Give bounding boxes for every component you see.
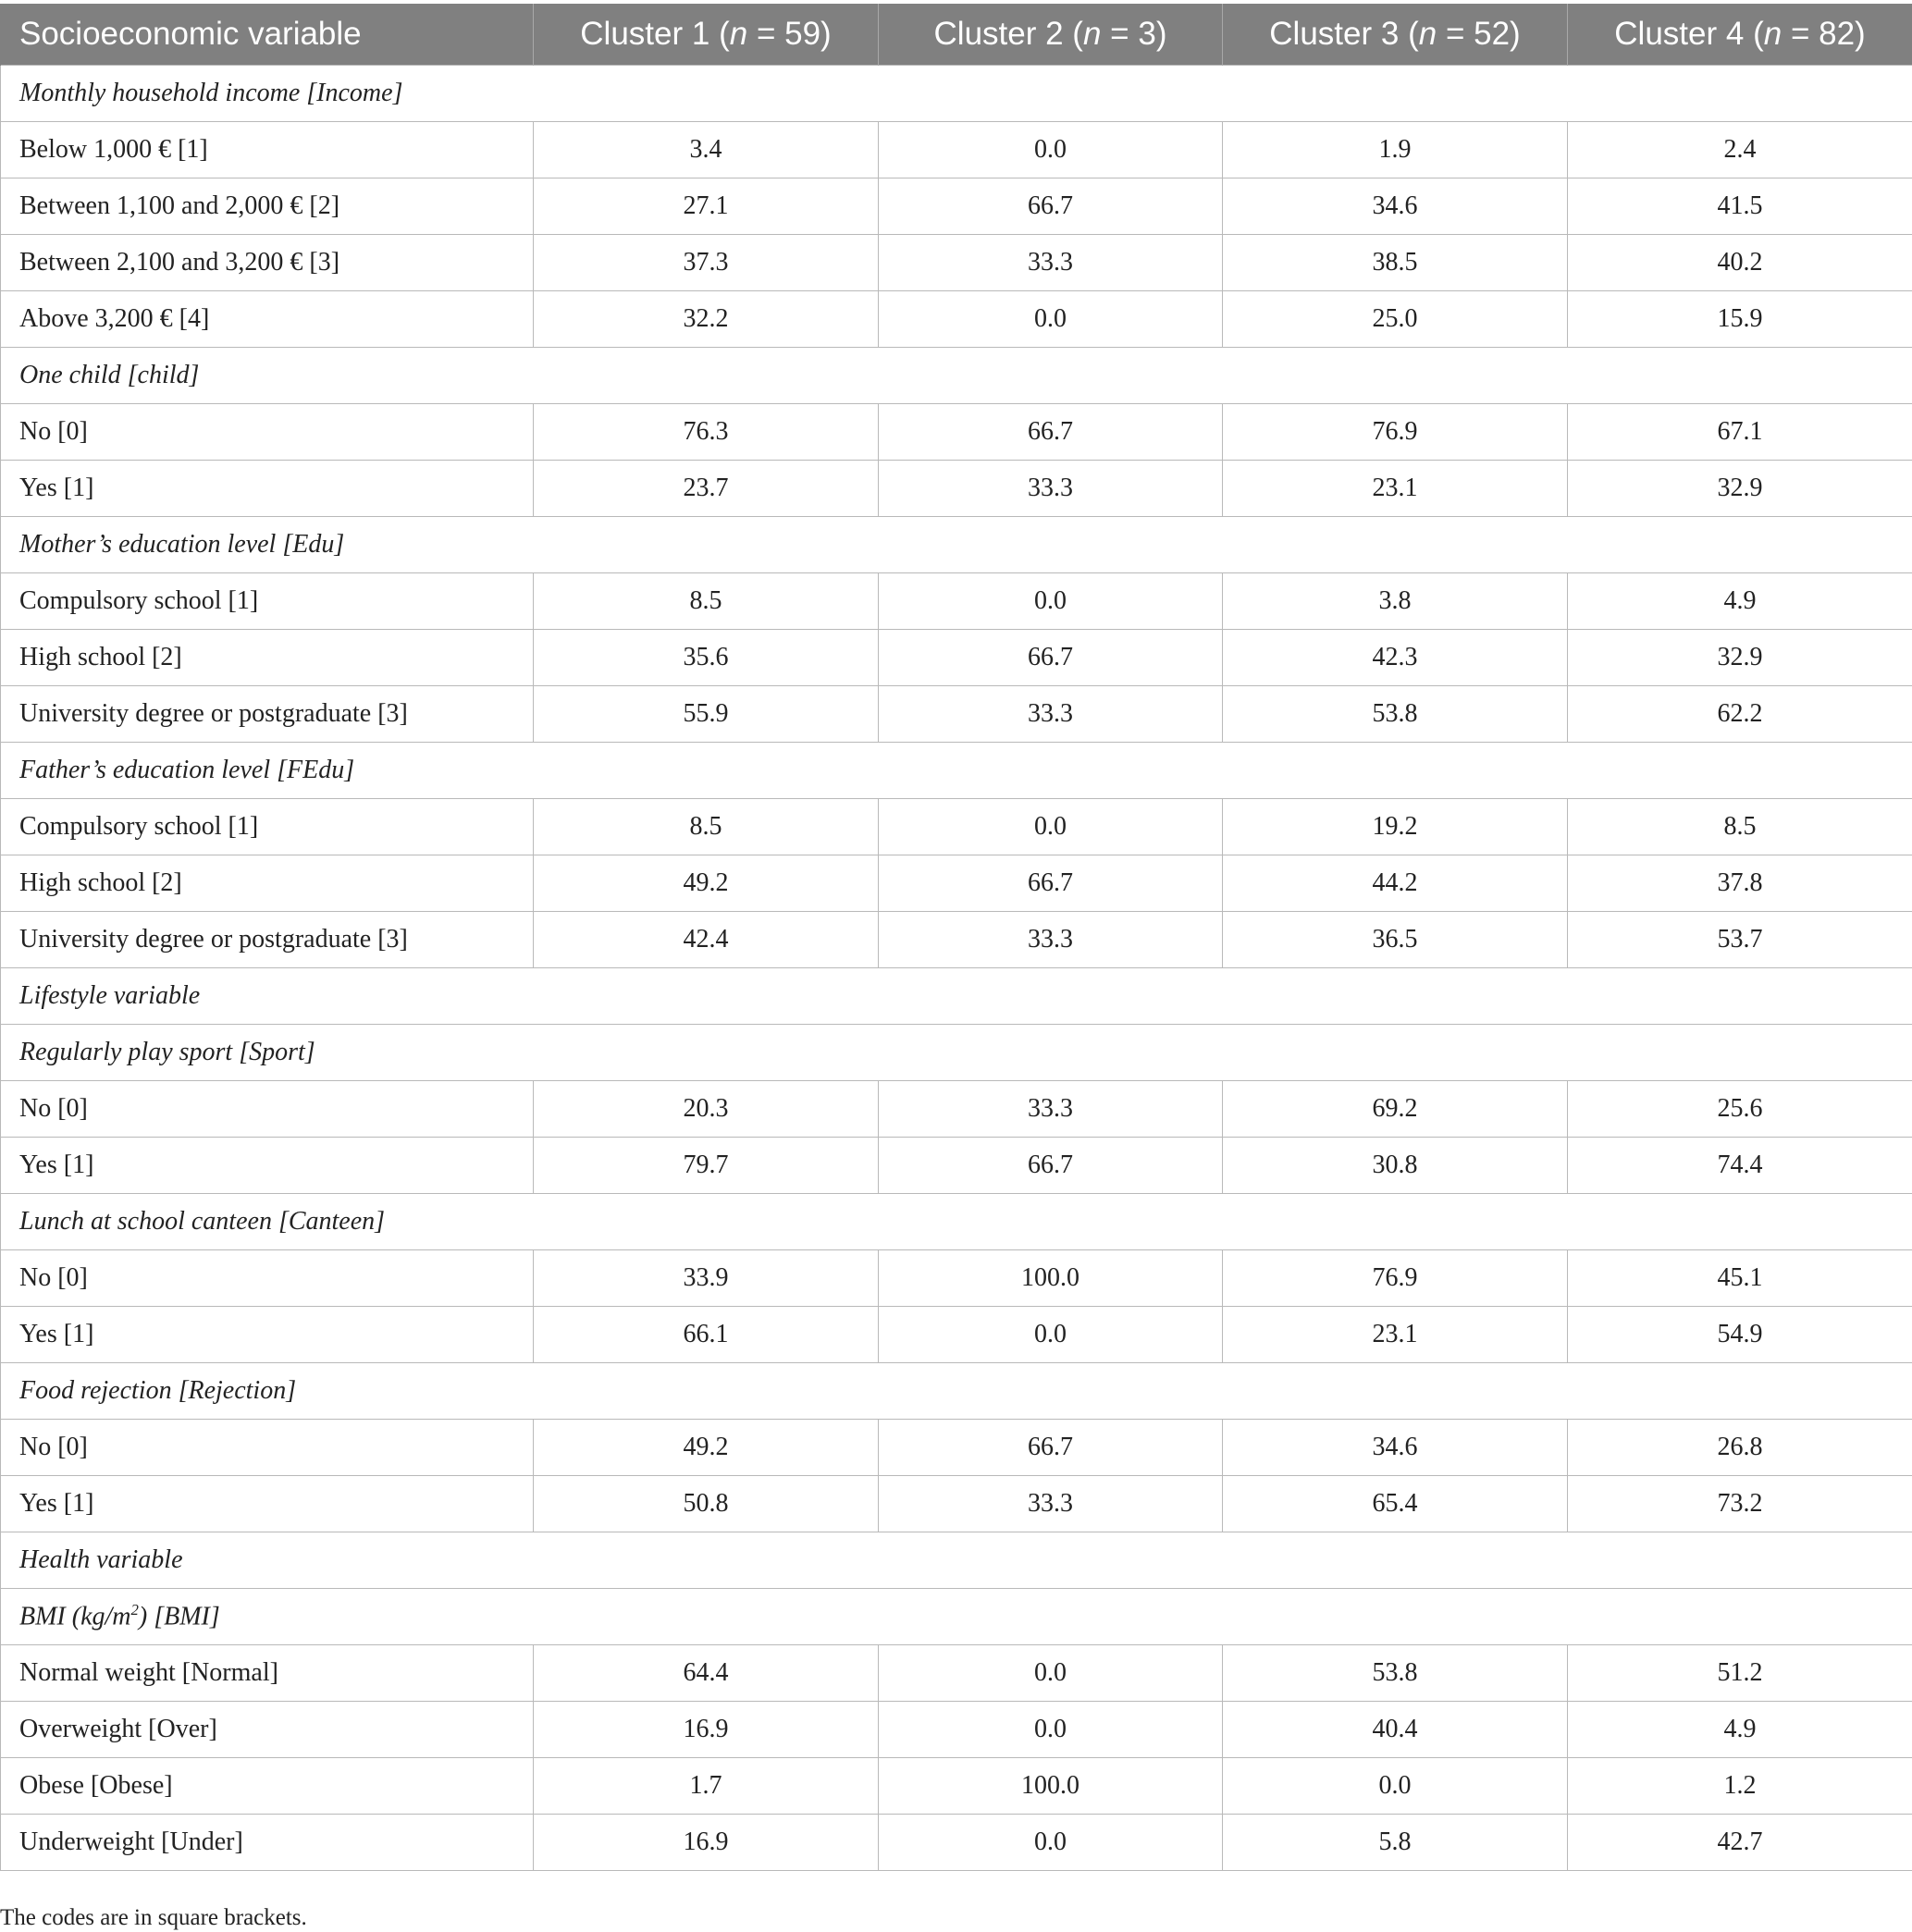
header-cluster-2: Cluster 2 (n = 3): [879, 4, 1223, 66]
section-row: [1, 968, 1912, 1025]
cell-cluster-1: 16.9: [534, 1702, 879, 1758]
cluster-table-container: [0, 4, 1912, 1871]
cell-cluster-2: 0.0: [879, 1307, 1223, 1363]
n-value: = 3: [1110, 16, 1156, 52]
cell-cluster-2: 33.3: [879, 912, 1223, 968]
section-label: [1, 968, 1912, 1025]
section-row: [1, 1532, 1912, 1589]
table-row: [1, 1420, 1912, 1476]
cell-cluster-4: 4.9: [1568, 573, 1912, 630]
cell-cluster-3: 25.0: [1223, 291, 1568, 348]
cell-cluster-3: 34.6: [1223, 178, 1568, 235]
n-label: n: [1082, 16, 1102, 52]
cell-cluster-3: 76.9: [1223, 1250, 1568, 1307]
row-label: High school [2]: [1, 630, 534, 686]
row-label: No [0]: [1, 1420, 534, 1476]
row-label: University degree or postgraduate [3]: [1, 912, 534, 968]
section-row: [1, 1194, 1912, 1250]
row-label: Normal weight [Normal]: [1, 1645, 534, 1702]
row-label: Between 1,100 and 2,000 € [2]: [1, 178, 534, 235]
section-label-text: Monthly household income [Income]: [19, 79, 403, 107]
cell-cluster-2: 0.0: [879, 799, 1223, 855]
n-value: = 59: [756, 16, 821, 52]
cell-cluster-4: 62.2: [1568, 686, 1912, 743]
section-label-text: Health variable: [19, 1545, 183, 1574]
section-label: [1, 348, 1912, 404]
table-row: [1, 1815, 1912, 1871]
cell-cluster-2: 0.0: [879, 1815, 1223, 1871]
table-row: [1, 1702, 1912, 1758]
section-label: [1, 1532, 1912, 1589]
header-row: [1, 4, 1912, 66]
header-cluster-3: Cluster 3 (n = 52): [1223, 4, 1568, 66]
section-row: [1, 743, 1912, 799]
cell-cluster-4: 54.9: [1568, 1307, 1912, 1363]
cell-cluster-2: 33.3: [879, 461, 1223, 517]
cell-cluster-1: 8.5: [534, 573, 879, 630]
row-label: Underweight [Under]: [1, 1815, 534, 1871]
section-label: [1, 1025, 1912, 1081]
cell-cluster-3: 76.9: [1223, 404, 1568, 461]
n-label: n: [1418, 16, 1437, 52]
cell-cluster-1: 33.9: [534, 1250, 879, 1307]
section-label-text: One child [child]: [19, 361, 200, 389]
cell-cluster-2: 66.7: [879, 1420, 1223, 1476]
cell-cluster-1: 49.2: [534, 855, 879, 912]
table-body: [1, 66, 1912, 1871]
table-row: [1, 630, 1912, 686]
cell-cluster-2: 0.0: [879, 1702, 1223, 1758]
cell-cluster-3: 23.1: [1223, 1307, 1568, 1363]
cell-cluster-3: 53.8: [1223, 1645, 1568, 1702]
row-label: Compulsory school [1]: [1, 573, 534, 630]
cell-cluster-2: 66.7: [879, 404, 1223, 461]
cell-cluster-4: 51.2: [1568, 1645, 1912, 1702]
cell-cluster-1: 23.7: [534, 461, 879, 517]
row-label: Yes [1]: [1, 1307, 534, 1363]
cell-cluster-1: 8.5: [534, 799, 879, 855]
section-row: [1, 348, 1912, 404]
row-label: Obese [Obese]: [1, 1758, 534, 1815]
cluster-label: Cluster 2: [933, 16, 1064, 52]
table-row: [1, 573, 1912, 630]
cell-cluster-4: 32.9: [1568, 630, 1912, 686]
cell-cluster-3: 40.4: [1223, 1702, 1568, 1758]
cell-cluster-2: 100.0: [879, 1250, 1223, 1307]
row-label: Above 3,200 € [4]: [1, 291, 534, 348]
table-footnote: The codes are in square brackets.: [0, 1905, 307, 1930]
row-label: Yes [1]: [1, 1138, 534, 1194]
table-row: [1, 122, 1912, 178]
cell-cluster-2: 66.7: [879, 855, 1223, 912]
cell-cluster-2: 100.0: [879, 1758, 1223, 1815]
cell-cluster-4: 67.1: [1568, 404, 1912, 461]
cell-cluster-4: 8.5: [1568, 799, 1912, 855]
section-label: [1, 517, 1912, 573]
row-label: No [0]: [1, 404, 534, 461]
cell-cluster-1: 42.4: [534, 912, 879, 968]
cell-cluster-1: 76.3: [534, 404, 879, 461]
cell-cluster-3: 42.3: [1223, 630, 1568, 686]
header-cluster-4: Cluster 4 (n = 82): [1568, 4, 1912, 66]
row-label: High school [2]: [1, 855, 534, 912]
row-label: Yes [1]: [1, 1476, 534, 1532]
cell-cluster-1: 35.6: [534, 630, 879, 686]
cell-cluster-4: 42.7: [1568, 1815, 1912, 1871]
cell-cluster-4: 25.6: [1568, 1081, 1912, 1138]
cell-cluster-3: 3.8: [1223, 573, 1568, 630]
row-label: No [0]: [1, 1081, 534, 1138]
cell-cluster-2: 33.3: [879, 1081, 1223, 1138]
cell-cluster-2: 33.3: [879, 686, 1223, 743]
cell-cluster-1: 27.1: [534, 178, 879, 235]
cell-cluster-3: 5.8: [1223, 1815, 1568, 1871]
cell-cluster-3: 34.6: [1223, 1420, 1568, 1476]
cell-cluster-1: 79.7: [534, 1138, 879, 1194]
cell-cluster-2: 0.0: [879, 573, 1223, 630]
section-label-text: Mother’s education level [Edu]: [19, 530, 345, 559]
cell-cluster-3: 19.2: [1223, 799, 1568, 855]
cell-cluster-4: 1.2: [1568, 1758, 1912, 1815]
table-row: [1, 1307, 1912, 1363]
n-label: n: [729, 16, 748, 52]
cell-cluster-4: 40.2: [1568, 235, 1912, 291]
cell-cluster-3: 23.1: [1223, 461, 1568, 517]
cell-cluster-1: 50.8: [534, 1476, 879, 1532]
section-label-text: Lifestyle variable: [19, 981, 201, 1010]
cell-cluster-1: 16.9: [534, 1815, 879, 1871]
row-label: Yes [1]: [1, 461, 534, 517]
cell-cluster-4: 4.9: [1568, 1702, 1912, 1758]
cell-cluster-2: 0.0: [879, 122, 1223, 178]
cell-cluster-4: 37.8: [1568, 855, 1912, 912]
table-row: [1, 1758, 1912, 1815]
table-row: [1, 686, 1912, 743]
table-row: [1, 461, 1912, 517]
cell-cluster-4: 73.2: [1568, 1476, 1912, 1532]
cell-cluster-4: 32.9: [1568, 461, 1912, 517]
cell-cluster-4: 2.4: [1568, 122, 1912, 178]
cell-cluster-3: 65.4: [1223, 1476, 1568, 1532]
section-row: [1, 66, 1912, 122]
header-variable: Socioeconomic variable: [1, 4, 534, 66]
section-row: [1, 1589, 1912, 1645]
row-label: Between 2,100 and 3,200 € [3]: [1, 235, 534, 291]
cell-cluster-1: 49.2: [534, 1420, 879, 1476]
cluster-label: Cluster 4: [1614, 16, 1745, 52]
section-row: [1, 1025, 1912, 1081]
table-row: [1, 855, 1912, 912]
cluster-table: [0, 4, 1912, 1871]
section-label: [1, 743, 1912, 799]
cell-cluster-1: 32.2: [534, 291, 879, 348]
cell-cluster-3: 44.2: [1223, 855, 1568, 912]
n-label: n: [1763, 16, 1782, 52]
table-row: [1, 1645, 1912, 1702]
table-row: [1, 799, 1912, 855]
superscript: 2: [130, 1601, 139, 1619]
cell-cluster-4: 74.4: [1568, 1138, 1912, 1194]
section-label: [1, 1194, 1912, 1250]
row-label: Compulsory school [1]: [1, 799, 534, 855]
cell-cluster-3: 0.0: [1223, 1758, 1568, 1815]
section-label: [1, 1363, 1912, 1420]
table-row: [1, 1138, 1912, 1194]
section-row: [1, 517, 1912, 573]
cell-cluster-3: 36.5: [1223, 912, 1568, 968]
section-label-text: ) [BMI]: [138, 1602, 220, 1631]
table-row: [1, 291, 1912, 348]
cell-cluster-2: 0.0: [879, 291, 1223, 348]
cell-cluster-2: 66.7: [879, 1138, 1223, 1194]
cell-cluster-1: 1.7: [534, 1758, 879, 1815]
cell-cluster-3: 30.8: [1223, 1138, 1568, 1194]
row-label: Below 1,000 € [1]: [1, 122, 534, 178]
row-label: No [0]: [1, 1250, 534, 1307]
section-label-text: Lunch at school canteen [Canteen]: [19, 1207, 386, 1236]
cell-cluster-4: 41.5: [1568, 178, 1912, 235]
section-label-text: Regularly play sport [Sport]: [19, 1038, 315, 1066]
cell-cluster-4: 26.8: [1568, 1420, 1912, 1476]
section-label-text: Father’s education level [FEdu]: [19, 756, 355, 784]
table-header: [1, 4, 1912, 66]
cell-cluster-4: 45.1: [1568, 1250, 1912, 1307]
cell-cluster-1: 64.4: [534, 1645, 879, 1702]
cell-cluster-4: 15.9: [1568, 291, 1912, 348]
cell-cluster-2: 33.3: [879, 1476, 1223, 1532]
table-row: [1, 1081, 1912, 1138]
cell-cluster-3: 38.5: [1223, 235, 1568, 291]
cell-cluster-2: 33.3: [879, 235, 1223, 291]
cell-cluster-2: 0.0: [879, 1645, 1223, 1702]
table-row: [1, 1250, 1912, 1307]
cluster-label: Cluster 1: [580, 16, 710, 52]
section-row: [1, 1363, 1912, 1420]
table-row: [1, 912, 1912, 968]
table-row: [1, 404, 1912, 461]
cell-cluster-3: 53.8: [1223, 686, 1568, 743]
cell-cluster-1: 37.3: [534, 235, 879, 291]
cell-cluster-3: 1.9: [1223, 122, 1568, 178]
cell-cluster-3: 69.2: [1223, 1081, 1568, 1138]
cell-cluster-1: 55.9: [534, 686, 879, 743]
n-value: = 82: [1790, 16, 1856, 52]
cluster-label: Cluster 3: [1269, 16, 1400, 52]
cell-cluster-2: 66.7: [879, 178, 1223, 235]
section-label-text: BMI (kg/m: [19, 1602, 131, 1631]
cell-cluster-1: 20.3: [534, 1081, 879, 1138]
table-row: [1, 178, 1912, 235]
section-label: [1, 1589, 1912, 1645]
table-row: [1, 235, 1912, 291]
cell-cluster-2: 66.7: [879, 630, 1223, 686]
section-label: [1, 66, 1912, 122]
row-label: University degree or postgraduate [3]: [1, 686, 534, 743]
header-cluster-1: Cluster 1 (n = 59): [534, 4, 879, 66]
cell-cluster-1: 66.1: [534, 1307, 879, 1363]
cell-cluster-1: 3.4: [534, 122, 879, 178]
table-row: [1, 1476, 1912, 1532]
row-label: Overweight [Over]: [1, 1702, 534, 1758]
section-label-text: Food rejection [Rejection]: [19, 1376, 297, 1405]
n-value: = 52: [1445, 16, 1511, 52]
cell-cluster-4: 53.7: [1568, 912, 1912, 968]
